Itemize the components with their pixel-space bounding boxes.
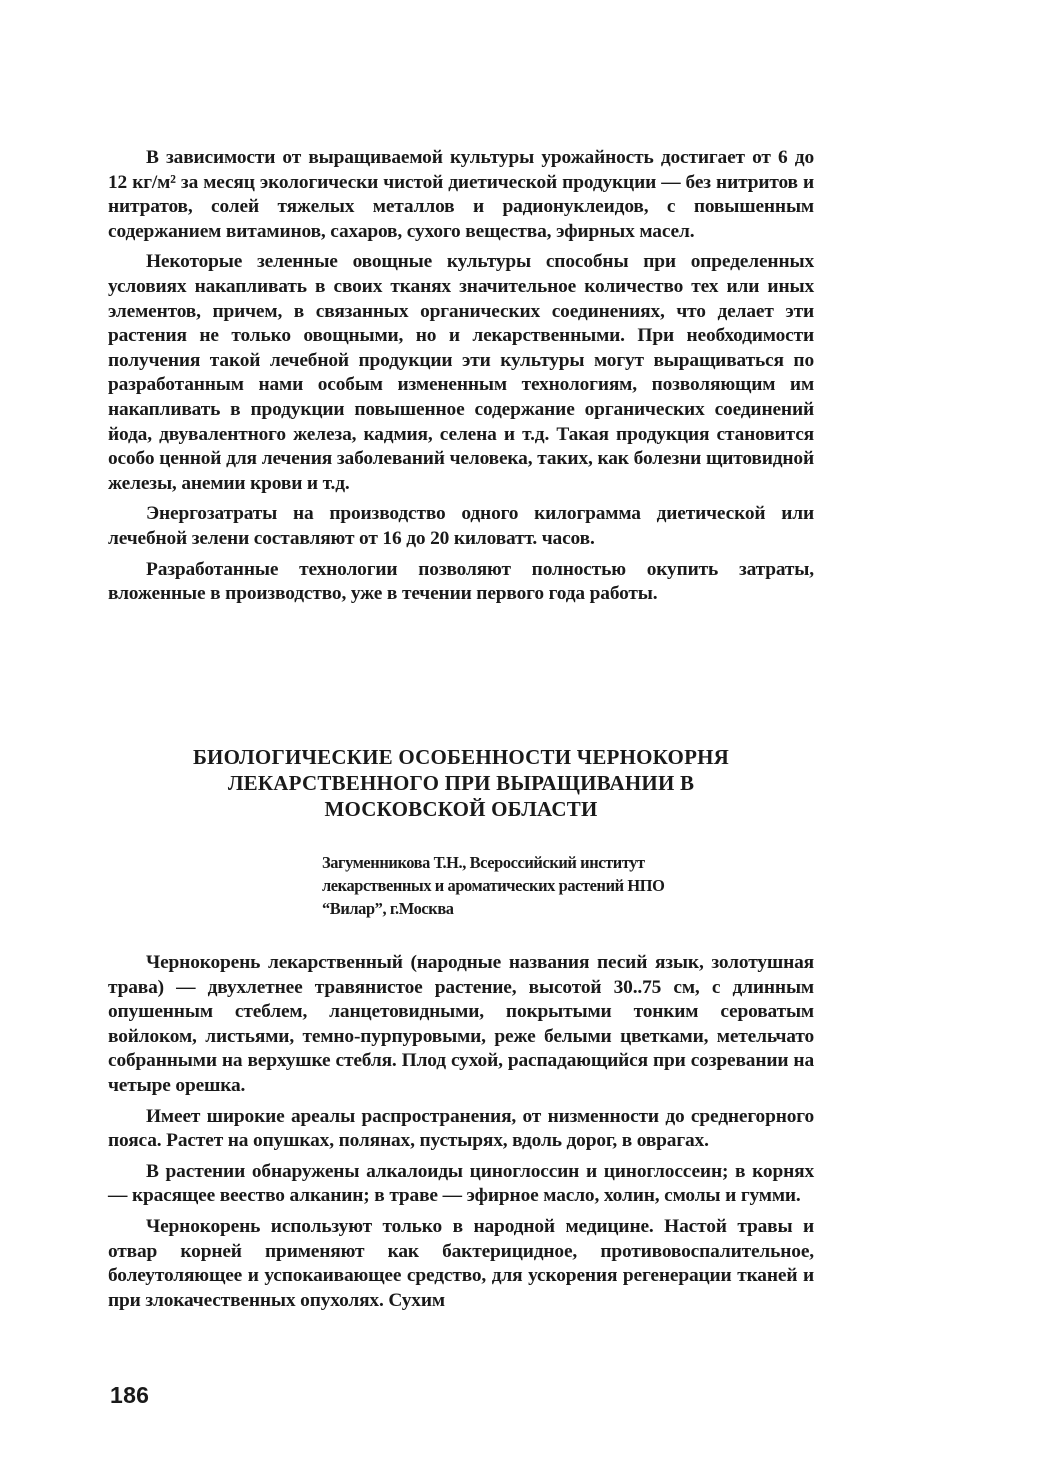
paragraph: Энергозатраты на производство одного килограмма диетической или лечебной зелени составляют от 16 до 20 киловатт. часов. — [108, 503, 814, 549]
author-line: Загуменникова Т.Н., Всероссийский институт — [322, 853, 645, 872]
page-number: 186 — [110, 1382, 150, 1408]
title-line: ЛЕКАРСТВЕННОГО ПРИ ВЫРАЩИВАНИИ В — [227, 771, 695, 795]
paragraph: Разработанные технологии позволяют полностью окупить затраты, вложенные в производство, уже в течении первого года работы. — [108, 558, 814, 605]
author-affiliation — [322, 851, 782, 920]
paragraph: В зависимости от выращиваемой культуры урожайность достигает от 6 до 12 кг/м² за месяц экологически чистой диетической продукции — без нитритов и нитратов, солей тяжелых металлов и радионуклеидов, с повышенным содержанием витаминов, сахаров, сухого вещества, эфирных масел. — [108, 147, 814, 242]
title-line: БИОЛОГИЧЕСКИЕ ОСОБЕННОСТИ ЧЕРНОКОРНЯ — [192, 745, 730, 769]
author-line: лекарственных и ароматических растений НПО — [322, 876, 665, 895]
article-title — [108, 744, 814, 822]
author-line: “Вилар”, г.Москва — [322, 899, 454, 918]
article-body — [108, 951, 814, 1319]
paragraph: Имеет широкие ареалы распространения, от низменности до среднегорного пояса. Растет на опушках, полянах, пустырях, вдоль дорог, в оврагах. — [108, 1105, 814, 1152]
paragraph: Чернокорень используют только в народной медицине. Настой травы и отвар корней применяют как бактерицидное, противовоспалительное, болеутоляющее и успокаивающее средство, для ускорения регенерации тканей и при злокачественных опухолях. Сухим — [108, 1215, 814, 1311]
paragraph: Некоторые зеленные овощные культуры способны при определенных условиях накапливать в своих тканях значительное количество тех или иных элементов, причем, в связанных органических соединениях, что делает эти растения не только овощными, но и лекарственными. При необходимости получения такой лечебной продукции эти культуры могут выращиваться по разработанным нами особым измененным технологиям, позволяющим им накапливать в продукции повышенное содержание органических соединений йода, двувалентного железа, кадмия, селена и т.д. Такая продукция становится особо ценной для лечения заболеваний человека, таких, как болезни щитовидной железы, анемии крови и т.д. — [108, 251, 814, 494]
top-text-section — [108, 146, 814, 613]
title-line: МОСКОВСКОЙ ОБЛАСТИ — [324, 797, 598, 821]
paragraph: Чернокорень лекарственный (народные названия песий язык, золотушная трава) — двухлетнее травянистое растение, высотой 30..75 см, с длинным опушенным стеблем, ланцетовидными, покрытыми тонким сероватым войлоком, листьями, темно-пурпуровыми, реже белыми цветками, метельчато собранными на верхушке стебля. Плод сухой, распадающийся при созревании на четыре орешка. — [108, 952, 814, 1096]
paragraph: В растении обнаружены алкалоиды циноглоссин и циноглоссеин; в корнях — красящее веество алканин; в траве — эфирное масло, холин, смолы и гумми. — [108, 1160, 814, 1207]
